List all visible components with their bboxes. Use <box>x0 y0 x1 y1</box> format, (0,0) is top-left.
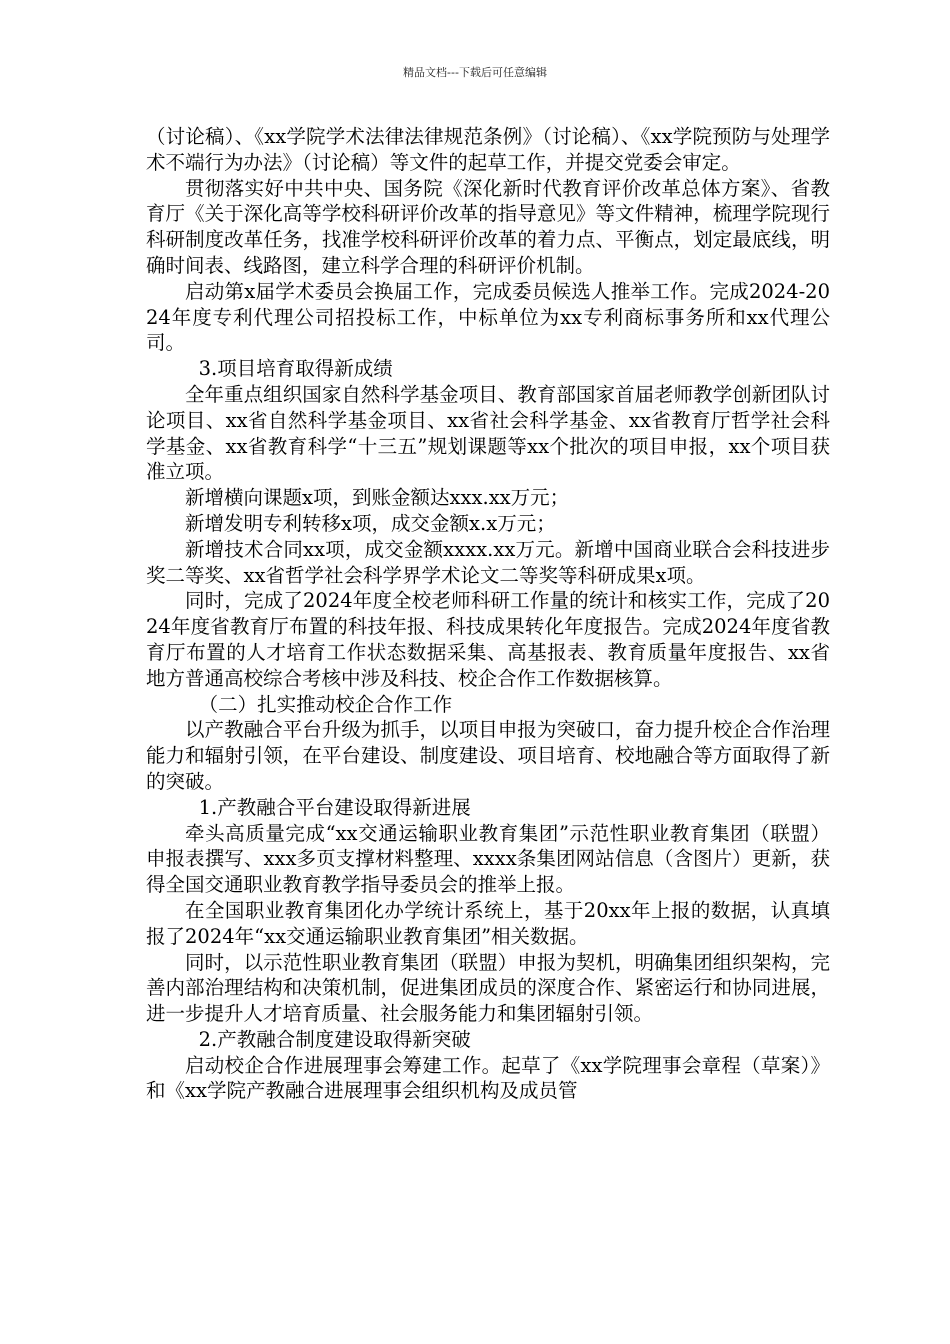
paragraph: 新增技术合同xx项，成交金额xxxx.xx万元。新增中国商业联合会科技进步奖二等奖、xx省哲学社会科学界学术论文二等奖等科研成果x项。 <box>146 537 830 587</box>
paragraph: 牵头高质量完成“xx交通运输职业教育集团”示范性职业教育集团（联盟）申报表撰写、xxx多页支撑材料整理、xxxx条集团网站信息（含图片）更新，获得全国交通职业教育教学指导委员会的推举上报。 <box>146 821 830 897</box>
paragraph: 以产教融合平台升级为抓手，以项目申报为突破口，奋力提升校企合作治理能力和辐射引领，在平台建设、制度建设、项目培育、校地融合等方面取得了新的突破。 <box>146 718 830 793</box>
paragraph: 新增横向课题x项，到账金额达xxx.xx万元； <box>185 486 570 510</box>
page-header: 精品文档---下载后可任意编辑 <box>403 66 547 79</box>
paragraph: （讨论稿）、《xx学院学术法律法律规范条例》（讨论稿）、《xx学院预防与处理学术不端行为办法》（讨论稿）等文件的起草工作，并提交党委会审定。 <box>146 125 830 174</box>
paragraph: 启动校企合作进展理事会筹建工作。起草了《xx学院理事会章程（草案）》和《xx学院产教融合进展理事会组织机构及成员管 <box>146 1053 830 1103</box>
paragraph: 同时，完成了2024年度全校老师科研工作量的统计和核实工作，完成了2024年度省教育厅布置的科技年报、科技成果转化年度报告。完成2024年度省教育厅布置的人才培育工作状态数据采集、高基报表、教育质量年度报告、xx省地方普通高校综合考核中涉及科技、校企合作工作数据核算。 <box>146 589 830 690</box>
paragraph: 在全国职业教育集团化办学统计系统上，基于20xx年上报的数据，认真填报了2024年“xx交通运输职业教育集团”相关数据。 <box>146 898 830 948</box>
section-heading: （二）扎实推动校企合作工作 <box>198 692 453 716</box>
paragraph: 贯彻落实好中共中央、国务院《深化新时代教育评价改革总体方案》、省教育厅《关于深化高等学校科研评价改革的指导意见》等文件精神，梳理学院现行科研制度改革任务，找准学校科研评价改革的着力点、平衡点，划定最底线，明确时间表、线路图，建立科学合理的科研评价机制。 <box>146 176 830 277</box>
section-heading: 3.项目培育取得新成绩 <box>198 357 393 381</box>
section-heading: 2.产教融合制度建设取得新突破 <box>198 1027 471 1051</box>
paragraph: 同时，以示范性职业教育集团（联盟）申报为契机，明确集团组织架构，完善内部治理结构和决策机制，促进集团成员的深度合作、紧密运行和协同进展，进一步提升人才培育质量、社会服务能力和集团辐射引领。 <box>146 950 830 1026</box>
document-body <box>146 124 830 1104</box>
paragraph: 新增发明专利转移x项，成交金额x.x万元； <box>185 511 556 535</box>
paragraph: 全年重点组织国家自然科学基金项目、教育部国家首届老师教学创新团队讨论项目、xx省自然科学基金项目、xx省社会科学基金、xx省教育厅哲学社会科学基金、xx省教育科学“十三五”规划课题等xx个批次的项目申报，xx个项目获准立项。 <box>146 382 830 484</box>
section-heading: 1.产教融合平台建设取得新进展 <box>198 795 471 819</box>
paragraph: 启动第x届学术委员会换届工作，完成委员候选人推举工作。完成2024-2024年度专利代理公司招投标工作，中标单位为xx专利商标事务所和xx代理公司。 <box>146 279 830 355</box>
